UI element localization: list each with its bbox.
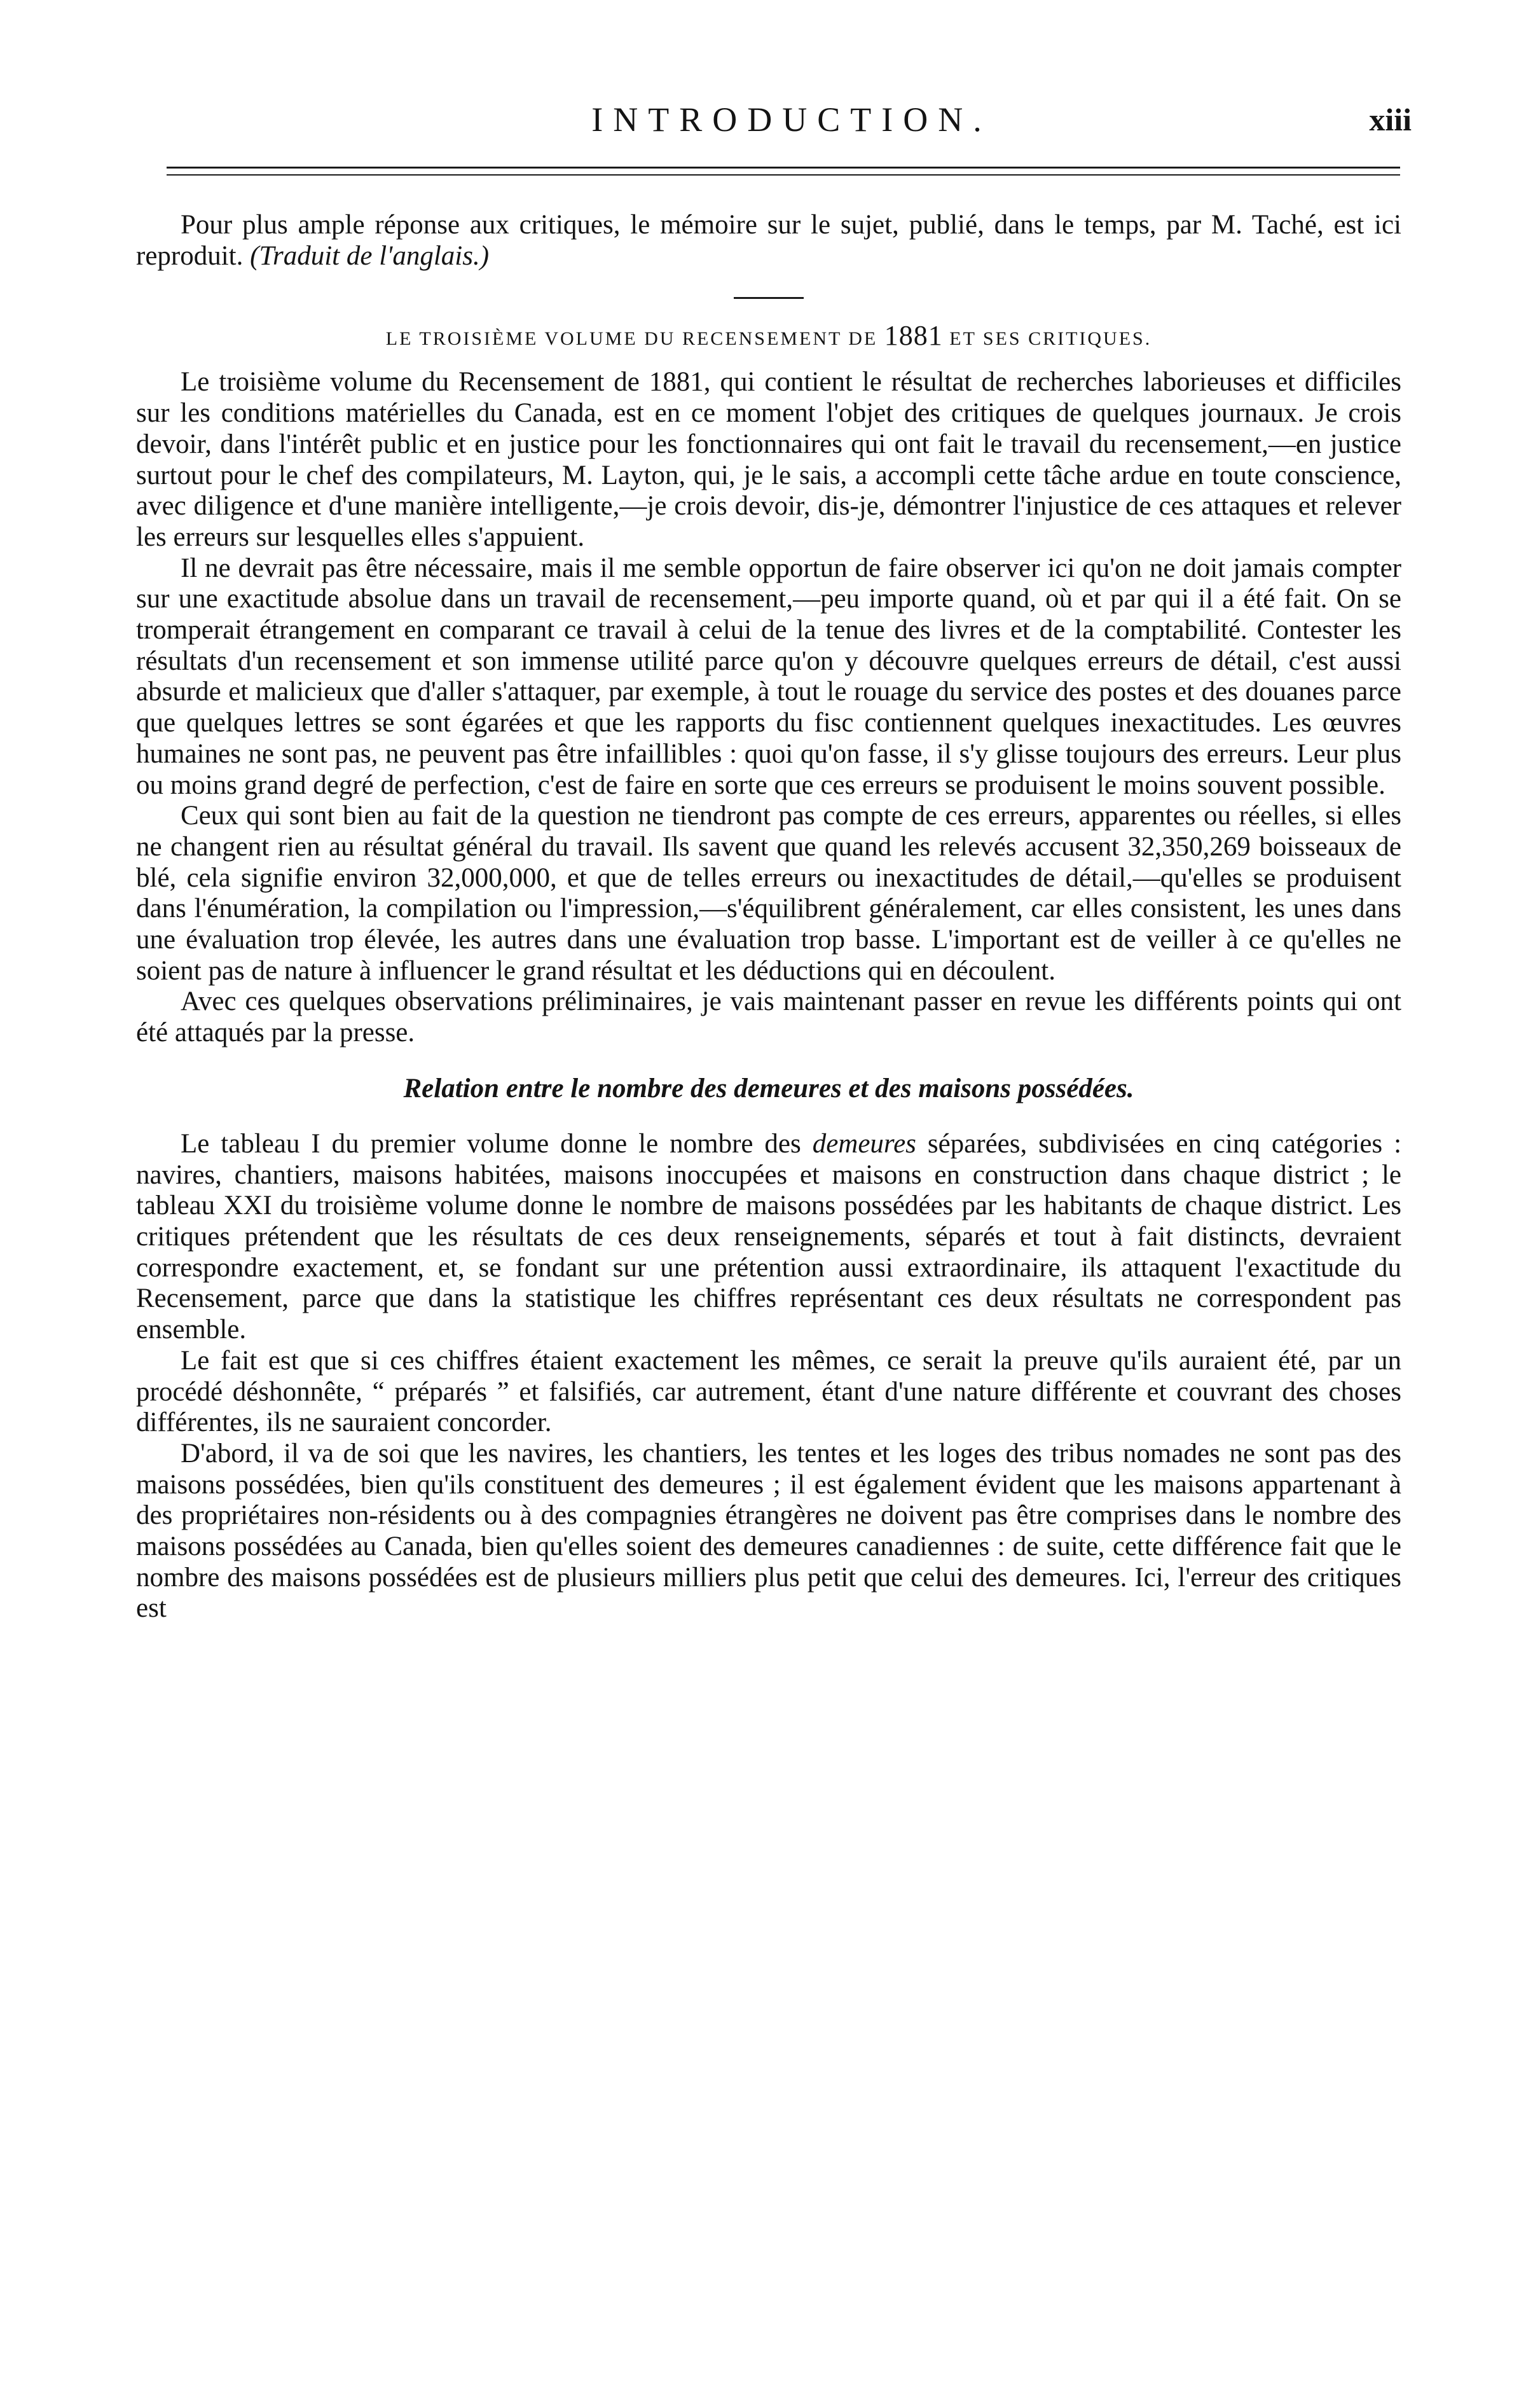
running-head: [127, 94, 1412, 145]
italic-term: demeures: [812, 1128, 916, 1159]
paragraph: Le fait est que si ces chiffres étaient exactement les mêmes, ce serait la preuve qu'ils auraient été, par un procédé déshonnête, “ préparés ” et falsifiés, car autrement, étant d'une nature différente et couvrant des choses différentes, ils ne sauraient concorder.: [136, 1345, 1401, 1438]
body-text: [136, 210, 1401, 1624]
paragraph: D'abord, il va de soi que les navires, les chantiers, les tentes et les loges des tribus nomades ne sont pas des maisons possédées, bien qu'ils constituent des demeures ; il est également évident que les maisons appartenant à des propriétaires non-résidents ou à des compagnies étrangères ne doivent pas être comprises dans le nombre des maisons possédées au Canada, bien qu'elles soient des demeures canadiennes : de suite, cette différence fait que le nombre des maisons possédées est de plusieurs milliers plus petit que celui des demeures. Ici, l'erreur des critiques est: [136, 1438, 1401, 1624]
section-heading-year: 1881: [884, 320, 943, 352]
section-heading-tail: ET SES CRITIQUES.: [949, 328, 1152, 350]
running-title: INTRODUCTION.: [591, 100, 992, 139]
page-number: xiii: [1369, 102, 1412, 137]
intro-paragraph: [136, 210, 1401, 272]
separator-rule: [734, 297, 804, 299]
paragraph: Le troisième volume du Recensement de 1881, qui contient le résultat de recherches laborieuses et difficiles sur les conditions matérielles du Canada, est en ce moment l'objet des critiques de quelques journaux. Je crois devoir, dans l'intérêt public et en justice pour les fonctionnaires qui ont fait le travail du recensement,—en justice surtout pour le chef des compilateurs, M. Layton, qui, je le sais, a accompli cette tâche ardue en toute conscience, avec diligence et d'une manière intelligente,—je crois devoir, dis-je, démontrer l'injustice de ces attaques et relever les erreurs sur lesquelles elles s'appuient.: [136, 367, 1401, 552]
paragraph: Avec ces quelques observations préliminaires, je vais maintenant passer en revue les différents points qui ont été attaqués par la presse.: [136, 986, 1401, 1048]
section-heading-text: LE TROISIÈME VOLUME DU RECENSEMENT DE: [385, 328, 878, 350]
subsection-heading: Relation entre le nombre des demeures et des maisons possédées.: [403, 1073, 1134, 1103]
section-heading: [136, 322, 1401, 353]
header-double-rule: [167, 167, 1400, 176]
paragraph-text: Le tableau I du premier volume donne le nombre des: [181, 1128, 801, 1159]
paragraph: Ceux qui sont bien au fait de la question ne tiendront pas compte de ces erreurs, apparentes ou réelles, si elles ne changent rien au résultat général du travail. Ils savent que quand les relevés accusent 32,350,269 boisseaux de blé, cela signifie environ 32,000,000, et que de telles erreurs ou inexactitudes de détail,—qu'elles se produisent dans l'énumération, la compilation ou l'impression,—s'équilibrent généralement, car elles consistent, les unes dans une évaluation trop élevée, les autres dans une évaluation trop basse. L'important est de veiller à ce qu'elles ne soient pas de nature à influencer le grand résultat et les déductions qui en découlent.: [136, 801, 1401, 986]
paragraph: [136, 1129, 1401, 1346]
paragraph: Il ne devrait pas être nécessaire, mais il me semble opportun de faire observer ici qu'on ne doit jamais compter sur une exactitude absolue dans un travail de recensement,—peu importe quand, où et par qui il a été fait. On se tromperait étrangement en comparant ce travail à celui de la tenue des livres et de la comptabilité. Contester les résultats d'un recensement et son immense utilité parce qu'on y découvre quelques erreurs de détail, c'est aussi absurde et malicieux que d'aller s'attaquer, par exemple, à tout le rouage du service des postes et des douanes parce que quelques lettres se sont égarées et que les rapports du fisc contiennent quelques inexactitudes. Les œuvres humaines ne sont pas, ne peuvent pas être infaillibles : quoi qu'on fasse, il s'y glisse toujours des erreurs. Leur plus ou moins grand degré de perfection, c'est de faire en sorte que ces erreurs se produisent le moins souvent possible.: [136, 553, 1401, 800]
intro-text: Pour plus ample réponse aux critiques, le mémoire sur le sujet, publié, dans le temps, par M. Taché, est ici reproduit.: [136, 210, 1401, 271]
translation-note: (Traduit de l'anglais.): [250, 240, 490, 271]
paragraph-text: séparées, subdivisées en cinq catégories : navires, chantiers, maisons habitées, maisons inoccupées et maisons en construction dans chaque district ; le tableau XXI du troisième volume donne le nombre de maisons possédées par les habitants de chaque district. Les critiques prétendent que les résultats de ces deux renseignements, séparés et tout à fait distincts, devraient correspondre exactement, et, se fondant sur une prétention aussi extraordinaire, ils attaquent l'exactitude du Recensement, parce que dans la statistique les chiffres représentant ces deux résultats ne correspondent pas ensemble.: [136, 1128, 1402, 1345]
